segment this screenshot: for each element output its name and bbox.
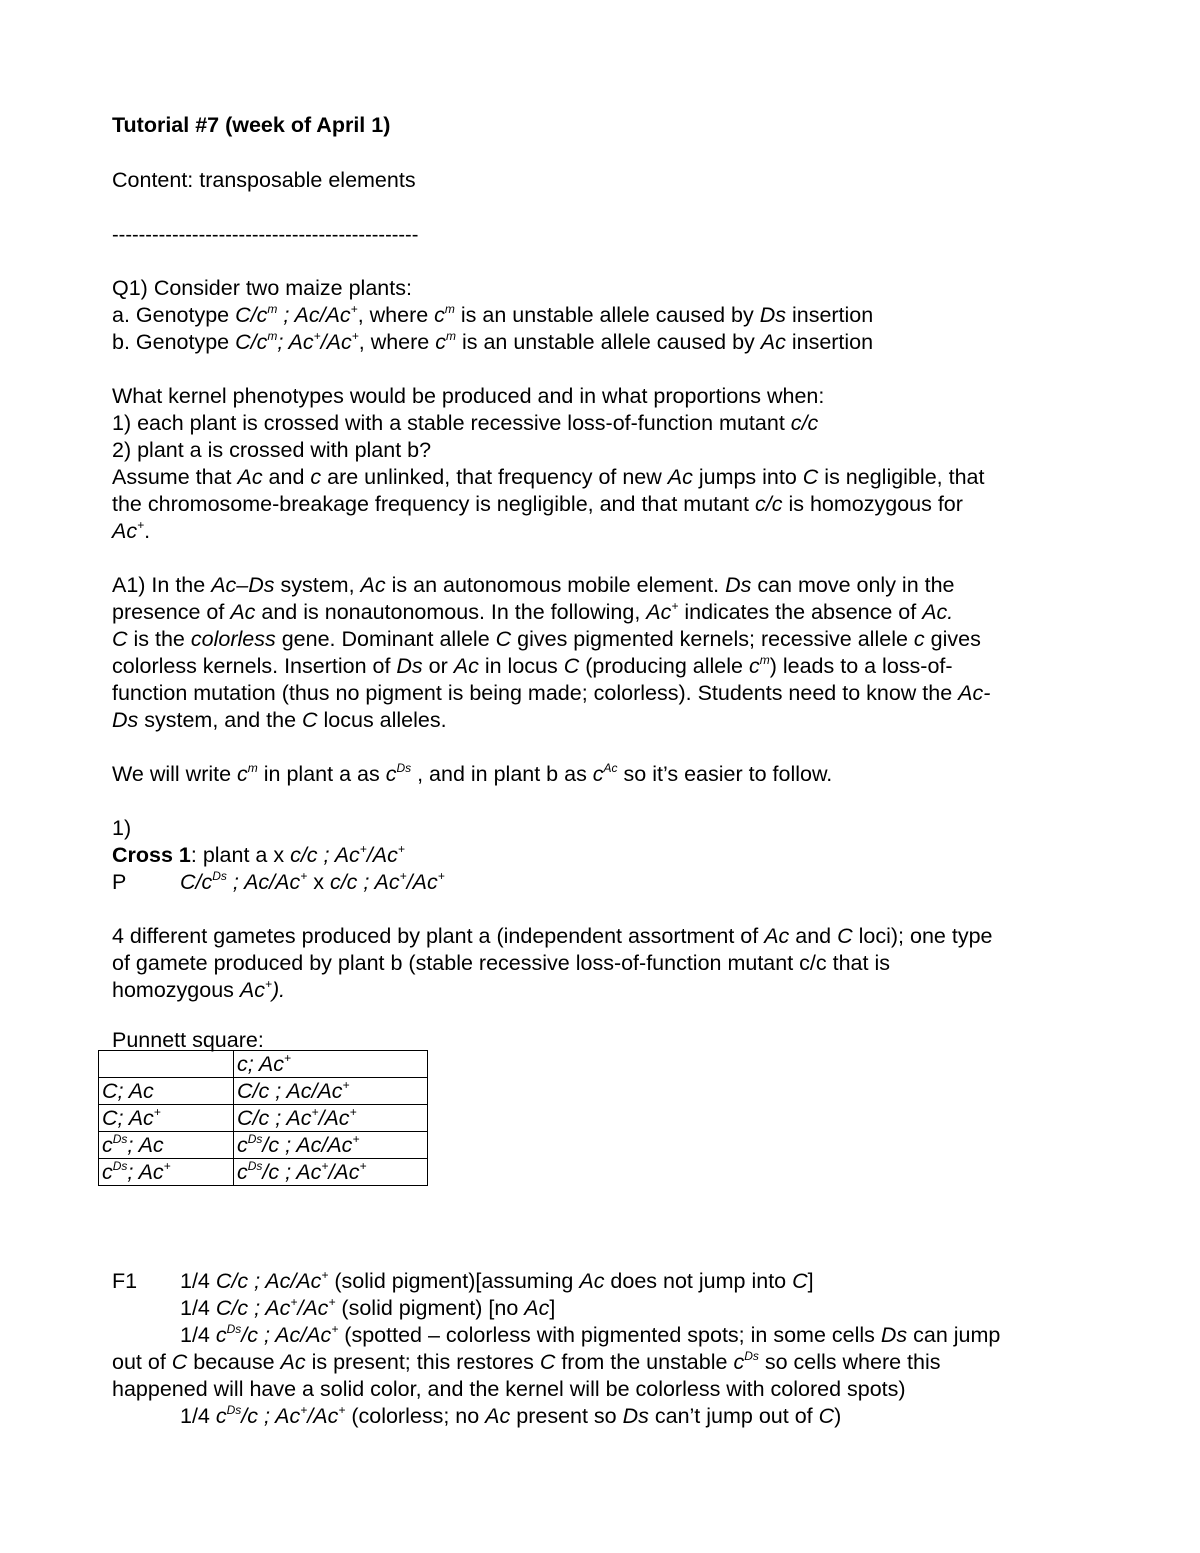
table-row [99,1078,428,1105]
separator-line: ---------------------------------------------- [112,224,419,246]
table-cell [99,1051,234,1078]
punnett-square-table [98,1050,428,1186]
table-cell: $c^{Ds}/c$ ; Ac+/Ac+ [234,1159,428,1186]
a1-line2: presence of Ac and is nonautonomous. In the following, Ac+ indicates the absence of Ac. [112,598,954,624]
f1-row-2: 1/4 C/c ; Ac+/Ac+ (solid pigment) [no Ac] [180,1294,556,1320]
table-cell: C; Ac+ [99,1105,234,1132]
q1-question-2: 2) plant a is crossed with plant b? [112,438,432,462]
punnett-label: Punnett square: [112,1028,264,1052]
gametes-line1: 4 different gametes produced by plant a (independent assortment of Ac and C loci); one type [112,924,993,948]
a1-line5: function mutation (thus no pigment is being made; colorless). Students need to know the Ac- [112,681,991,705]
f1-row-3-line3: happened will have a solid color, and the kernel will be colorless with colored spots) [112,1377,906,1401]
table-cell: c; Ac+ [234,1051,428,1078]
q1-assumption-line2: the chromosome-breakage frequency is negligible, and that mutant c/c is homozygous for [112,492,963,516]
table-cell: C/c ; Ac+/Ac+ [234,1105,428,1132]
table-cell: C/c ; Ac/Ac+ [234,1078,428,1105]
f1-row-1: F1 1/4 C/c ; Ac/Ac+ (solid pigment)[assuming Ac does not jump into C] [112,1267,814,1293]
gametes-line3: homozygous Ac+). [112,976,286,1002]
cross1-line: Cross 1: plant a x c/c ; Ac+/Ac+ [112,841,405,867]
table-cell: $c^{Ds}$; Ac [99,1132,234,1159]
document-title: Tutorial #7 (week of April 1) [112,113,391,137]
gametes-line2: of gamete produced by plant b (stable recessive loss-of-function mutant c/c that is [112,951,890,975]
content-line: Content: transposable elements [112,168,416,192]
q1-question: What kernel phenotypes would be produced and in what proportions when: [112,384,825,408]
f1-row-3-line2: out of C because Ac is present; this restores C from the unstable $c^{Ds}$ so cells where this [112,1348,941,1374]
a1-line3: C is the colorless gene. Dominant allele C gives pigmented kernels; recessive allele c gives [112,627,981,651]
table-row [99,1105,428,1132]
a1-line1: A1) In the Ac–Ds system, Ac is an autonomous mobile element. Ds can move only in the [112,573,955,597]
table-cell: $c^{Ds}/c$ ; Ac/Ac+ [234,1132,428,1159]
table-row [99,1132,428,1159]
a1-line4: colorless kernels. Insertion of Ds or Ac in locus C (producing allele $c^m$) leads to a loss-of- [112,652,953,678]
table-cell: C; Ac [99,1078,234,1105]
table-cell: $c^{Ds}$; Ac+ [99,1159,234,1186]
q1-heading: Q1) Consider two maize plants: [112,276,412,300]
f1-row-3: 1/4 $c^{Ds}/c$ ; Ac/Ac+ (spotted – colorless with pigmented spots; in some cells Ds can jump [180,1321,1001,1347]
a1-line6: Ds system, and the C locus alleles. [112,708,447,732]
table-row [99,1051,428,1078]
parental-cross-line: P $C/c^{Ds}$ ; Ac/Ac+ x c/c ; Ac+/Ac+ [112,868,445,894]
q1-option-a: a. Genotype $C/c^m$ ; Ac/Ac+, where $c^m$ is an unstable allele caused by Ds insertion [112,301,874,327]
q1-question-1: 1) each plant is crossed with a stable recessive loss-of-function mutant c/c [112,411,819,435]
notation-note: We will write $c^m$ in plant a as $c^{Ds}$ , and in plant b as $c^{Ac}$ so it’s easier to follow. [112,760,833,786]
table-row [99,1159,428,1186]
q1-option-b: b. Genotype $C/c^m$; Ac+/Ac+, where $c^m$ is an unstable allele caused by Ac insertion [112,328,874,354]
part1-label: 1) [112,816,132,840]
f1-row-4: 1/4 $c^{Ds}/c$ ; Ac+/Ac+ (colorless; no Ac present so Ds can’t jump out of C) [180,1402,842,1428]
q1-assumption-line1: Assume that Ac and c are unlinked, that frequency of new Ac jumps into C is negligible, that [112,465,985,489]
q1-assumption-line3: Ac+. [112,517,151,543]
